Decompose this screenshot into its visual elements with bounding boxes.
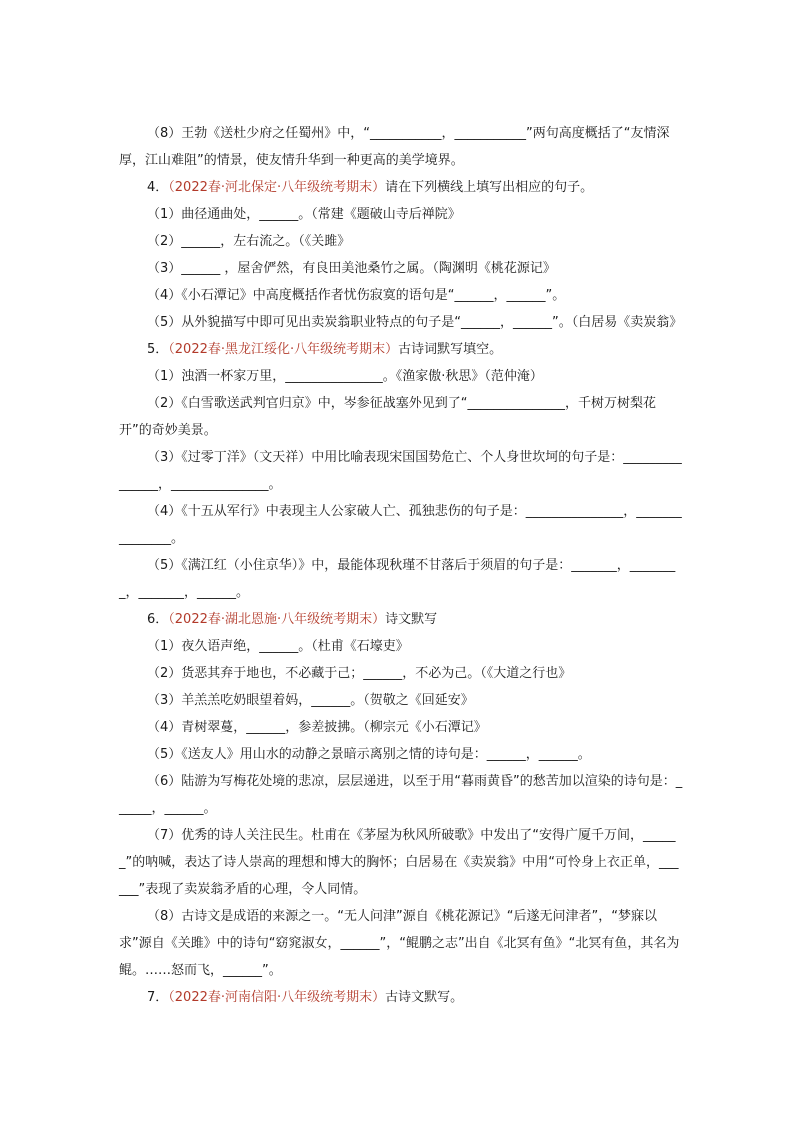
question-text: （1）曲径通曲处，______。（常建《题破山寺后禅院》	[147, 207, 461, 222]
document-page	[119, 120, 684, 1011]
question-source: （2022春·湖北恩施·八年级统考期末）	[168, 612, 386, 627]
question-number: 4．	[147, 180, 169, 195]
question-text: （2）《白雪歌送武判官归京》中，岑参征战塞外见到了“_______________，千树万树梨花开”的奇妙美景。	[119, 396, 657, 438]
question-text: （5）《送友人》用山水的动静之景暗示离别之情的诗句是：______，______。	[147, 747, 591, 762]
question-text: （8）古诗文是成语的来源之一。“无人问津”源自《桃花源记》“后遂无问津者”，“梦寐以求”源自《关雎》中的诗句“窈窕淑女，______”，“鲲鹏之志”出自《北冥有鱼》“北冥有鱼，其名为鲲。……怒而飞，______”。	[119, 909, 680, 978]
question-text: （1）夜久语声绝，______。（杜甫《石壕吏》	[147, 639, 409, 654]
question-number: 5．	[147, 342, 169, 357]
question-text: （4）《十五从军行》中表现主人公家破人亡、孤独悲伤的句子是：_______________，_______________。	[119, 504, 682, 546]
question-text: （4）青树翠蔓，______，参差披拂。（柳宗元《小石潭记》	[147, 720, 487, 735]
question-text: （5）从外貌描写中即可见出卖炭翁职业特点的句子是“______，______”。（白居易《卖炭翁》	[147, 315, 683, 330]
question-header-7	[119, 984, 684, 1011]
question-text: （4）《小石潭记》中高度概括作者忧伤寂寞的语句是“______，______”。	[147, 288, 566, 303]
question-source: （2022春·黑龙江绥化·八年级统考期末）	[168, 342, 399, 357]
question-header-5	[119, 336, 684, 363]
question-source: （2022春·河南信阳·八年级统考期末）	[168, 990, 386, 1005]
question-text: （6）陆游为写梅花处境的悲凉，层层递进，以至于用“暮雨黄昏”的愁苦加以渲染的诗句是：______，______。	[119, 774, 683, 816]
question-header-4	[119, 174, 684, 201]
question-text: （3）羊羔羔吃奶眼望着妈，______。（贺敬之《回延安》	[147, 693, 474, 708]
question-text: （3）《过零丁洋》（文天祥）中用比喻表现宋国国势危亡、个人身世坎坷的句子是：_______________，_______________。	[119, 450, 682, 492]
question-text: （8）王勃《送杜少府之任蜀州》中，“___________，___________”两句高度概括了“友情深厚，江山难阻”的情景，使友情升华到一种更高的美学境界。	[119, 126, 670, 168]
question-instruction: 诗文默写	[385, 612, 438, 627]
question-instruction: 古诗文默写。	[385, 990, 464, 1005]
question-number: 6．	[147, 612, 169, 627]
question-text: （2）______，左右流之。（《关雎》	[147, 234, 351, 249]
question-number: 7．	[147, 990, 169, 1005]
question-text: （5）《满江红（小住京华）》中，最能体现秋瑾不甘落后于须眉的句子是：_______，________，_______，______。	[119, 558, 676, 600]
question-source: （2022春·河北保定·八年级统考期末）	[168, 180, 386, 195]
question-text: （1）浊酒一杯家万里，_______________。《渔家傲·秋思》（范仲淹）	[147, 369, 543, 384]
question-text: （2）货恶其弃于地也，不必藏于己；______，不必为己。（《大道之行也》	[147, 666, 572, 681]
question-instruction: 请在下列横线上填写出相应的句子。	[385, 180, 594, 195]
question-text: （7）优秀的诗人关注民生。杜甫在《茅屋为秋风所破歌》中发出了“安得广厦千万间，______”的呐喊，表达了诗人崇高的理想和博大的胸怀；白居易在《卖炭翁》中用“可怜身上衣正单，______”表现了卖炭翁矛盾的心理，令人同情。	[119, 828, 679, 897]
question-header-6	[119, 606, 684, 633]
question-text: （3）______ ，屋舍俨然，有良田美池桑竹之属。（陶渊明《桃花源记》	[147, 261, 556, 276]
question-instruction: 古诗词默写填空。	[398, 342, 503, 357]
